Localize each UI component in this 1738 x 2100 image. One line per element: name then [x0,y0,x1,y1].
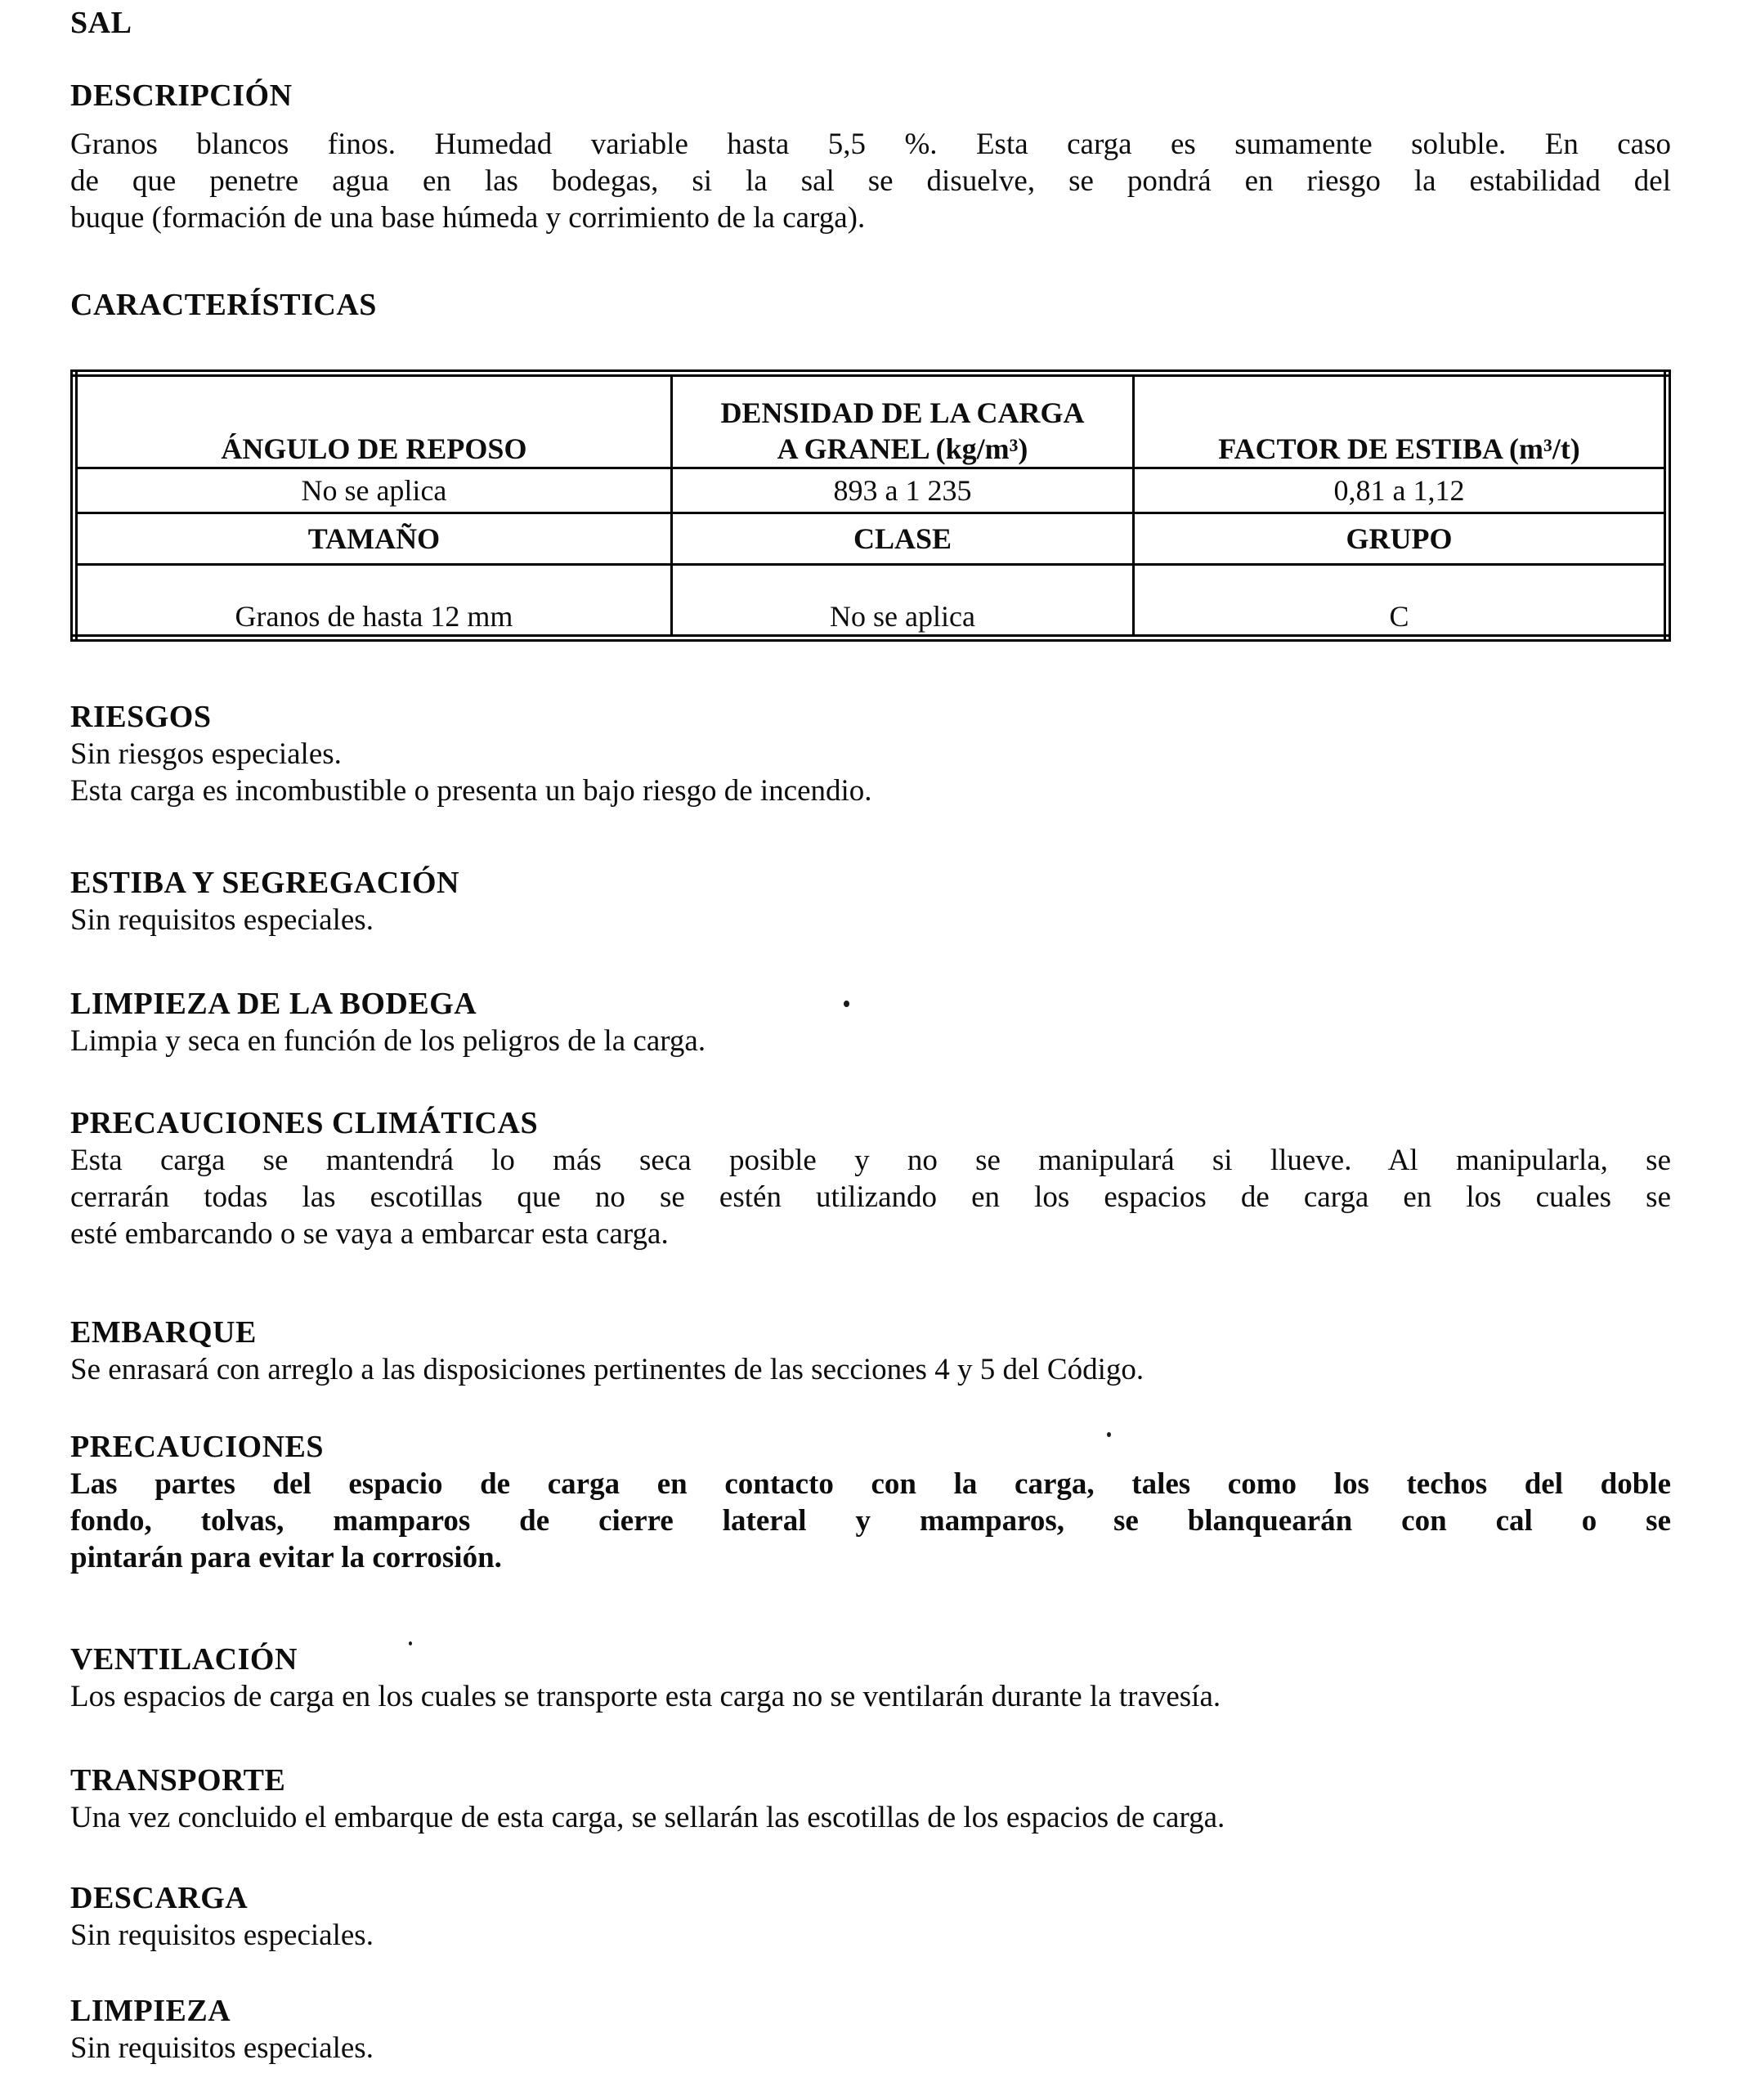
scan-speck [844,1001,849,1007]
descripcion-line: de que penetre agua en las bodegas, si la sal se disuelve, se pondrá en riesgo la estabilidad del [70,164,1671,198]
section-ventilacion [70,1641,1671,1715]
limpieza-bodega-body: Limpia y seca en función de los peligros de la carga. [70,1024,706,1058]
precauciones-line: pintarán para evitar la corrosión. [70,1541,502,1574]
value-cell-clase: No se aplica [671,565,1133,638]
ventilacion-body: Los espacios de carga en los cuales se transporte esta carga no se ventilarán durante la travesía. [70,1680,1221,1713]
transporte-body: Una vez concluido el embarque de esta carga, se sellarán las escotillas de los espacios de carga. [70,1801,1225,1834]
descripcion-line: buque (formación de una base húmeda y corrimiento de la carga). [70,201,866,235]
header-cell-factor-de-estiba: FACTOR DE ESTIBA (m³/t) [1134,374,1668,468]
ventilacion-heading: VENTILACIÓN [70,1642,298,1677]
scan-speck [1107,1432,1111,1437]
descripcion-line: Granos blancos finos. Humedad variable hasta 5,5 %. Esta carga es sumamente soluble. En caso [70,128,1671,161]
caracteristicas-table-wrap [70,369,1671,642]
section-riesgos [70,699,1671,809]
precauciones-paragraph [70,1466,1671,1576]
embarque-heading: EMBARQUE [70,1315,257,1350]
embarque-body: Se enrasará con arreglo a las disposiciones pertinentes de las secciones 4 y 5 del Código. [70,1353,1144,1386]
table-header-row-2 [74,513,1668,565]
descripcion-heading: DESCRIPCIÓN [70,78,293,113]
precauciones-climaticas-line: esté embarcando o se vaya a embarcar esta carga. [70,1217,669,1251]
section-precauciones-climaticas [70,1105,1671,1252]
transporte-heading: TRANSPORTE [70,1763,286,1798]
descripcion-paragraph [70,126,1671,236]
riesgos-line: Esta carga es incombustible o presenta un bajo riesgo de incendio. [70,774,872,808]
header-cell-tamano: TAMAÑO [74,513,672,565]
value-cell-factor: 0,81 a 1,12 [1134,468,1668,513]
section-limpieza [70,1993,1671,2066]
section-transporte [70,1762,1671,1836]
precauciones-line: Las partes del espacio de carga en contacto con la carga, tales como los techos del doble [70,1467,1671,1501]
page-title: SAL [70,6,132,40]
header-cell-grupo: GRUPO [1134,513,1668,565]
section-estiba-y-segregacion [70,865,1671,938]
header-cell-densidad [671,374,1133,468]
precauciones-climaticas-line: cerrarán todas las escotillas que no se estén utilizando en los espacios de carga en los cuales se [70,1180,1671,1214]
section-precauciones [70,1429,1671,1576]
limpieza-bodega-heading: LIMPIEZA DE LA BODEGA [70,987,477,1021]
header-cell-clase: CLASE [671,513,1133,565]
section-limpieza-de-la-bodega [70,986,1671,1059]
limpieza-heading: LIMPIEZA [70,1994,231,2028]
section-embarque [70,1314,1671,1388]
caracteristicas-heading: CARACTERÍSTICAS [70,288,377,322]
section-descripcion [70,78,1671,236]
densidad-header-line1: DENSIDAD DE LA CARGA [720,396,1085,429]
precauciones-line: fondo, tolvas, mamparos de cierre lateral y mamparos, se blanquearán con cal o se [70,1504,1671,1538]
section-caracteristicas [70,287,1671,642]
densidad-header-line2: A GRANEL (kg/m³) [777,432,1028,465]
riesgos-heading: RIESGOS [70,700,212,734]
caracteristicas-table [70,369,1671,642]
table-value-row-1 [74,468,1668,513]
riesgos-line: Sin riesgos especiales. [70,737,342,771]
value-cell-densidad: 893 a 1 235 [671,468,1133,513]
descarga-body: Sin requisitos especiales. [70,1919,374,1952]
table-value-row-2 [74,565,1668,638]
estiba-heading: ESTIBA Y SEGREGACIÓN [70,866,459,900]
table-header-row-1 [74,374,1668,468]
precauciones-climaticas-paragraph [70,1142,1671,1252]
value-cell-grupo: C [1134,565,1668,638]
value-cell-tamano: Granos de hasta 12 mm [74,565,672,638]
precauciones-climaticas-heading: PRECAUCIONES CLIMÁTICAS [70,1106,539,1140]
value-cell-angulo: No se aplica [74,468,672,513]
precauciones-climaticas-line: Esta carga se mantendrá lo más seca posible y no se manipulará si llueve. Al manipularla, se [70,1144,1671,1177]
descarga-heading: DESCARGA [70,1881,249,1915]
header-cell-angulo-de-reposo: ÁNGULO DE REPOSO [74,374,672,468]
section-descarga [70,1880,1671,1954]
scan-speck [409,1641,412,1646]
estiba-body: Sin requisitos especiales. [70,903,374,937]
limpieza-body: Sin requisitos especiales. [70,2031,374,2065]
precauciones-heading: PRECAUCIONES [70,1430,325,1464]
